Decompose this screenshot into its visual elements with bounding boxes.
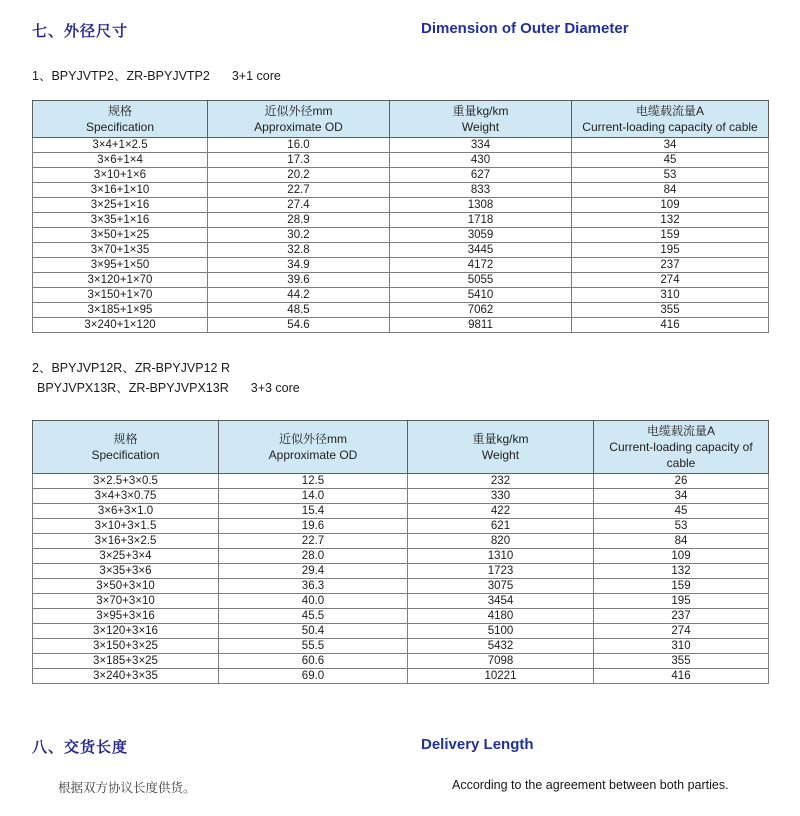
table-cell: 19.6 — [219, 519, 408, 534]
table-cell: 3×240+1×120 — [33, 318, 208, 333]
table-cell: 17.3 — [208, 153, 390, 168]
table-cell: 627 — [390, 168, 572, 183]
table-cell: 15.4 — [219, 504, 408, 519]
table-cell: 3075 — [408, 579, 594, 594]
table-cell: 28.0 — [219, 549, 408, 564]
table-cell: 45.5 — [219, 609, 408, 624]
column-header: 电缆载流量A Current-loading capacity of cable — [594, 421, 769, 474]
table-row — [33, 318, 769, 333]
table-cell: 3×2.5+3×0.5 — [33, 474, 219, 489]
column-header: 近似外径mm Approximate OD — [208, 101, 390, 138]
table-cell: 3×25+3×4 — [33, 549, 219, 564]
table-cell: 3×240+3×35 — [33, 669, 219, 684]
table-cell: 55.5 — [219, 639, 408, 654]
table-row — [33, 198, 769, 213]
table-cell: 355 — [572, 303, 769, 318]
table-row — [33, 303, 769, 318]
table-cell: 237 — [594, 609, 769, 624]
table-cell: 20.2 — [208, 168, 390, 183]
table-cell: 330 — [408, 489, 594, 504]
table-cell: 232 — [408, 474, 594, 489]
group2-line1: 2、BPYJVP12R、ZR-BPYJVP12 R — [32, 361, 230, 375]
table-cell: 159 — [594, 579, 769, 594]
table-cell: 5100 — [408, 624, 594, 639]
table-cell: 48.5 — [208, 303, 390, 318]
table-cell: 195 — [594, 594, 769, 609]
table-cell: 5410 — [390, 288, 572, 303]
group2-core: 3+3 core — [250, 381, 300, 395]
table-row — [33, 639, 769, 654]
table-cell: 45 — [572, 153, 769, 168]
table-cell: 44.2 — [208, 288, 390, 303]
table-cell: 274 — [572, 273, 769, 288]
table-cell: 430 — [390, 153, 572, 168]
table-cell: 3454 — [408, 594, 594, 609]
table-row — [33, 564, 769, 579]
table-cell: 3059 — [390, 228, 572, 243]
table-cell: 45 — [594, 504, 769, 519]
table-row — [33, 273, 769, 288]
table-cell: 3×4+3×0.75 — [33, 489, 219, 504]
table-cell: 3445 — [390, 243, 572, 258]
table-row — [33, 153, 769, 168]
table-row — [33, 168, 769, 183]
table-cell: 621 — [408, 519, 594, 534]
column-header: 规格 Specification — [33, 101, 208, 138]
table-cell: 132 — [572, 213, 769, 228]
table-cell: 84 — [572, 183, 769, 198]
table-cell: 237 — [572, 258, 769, 273]
table-cell: 833 — [390, 183, 572, 198]
table-cell: 422 — [408, 504, 594, 519]
table-cell: 3×4+1×2.5 — [33, 138, 208, 153]
table-cell: 334 — [390, 138, 572, 153]
table-cell: 3×35+1×16 — [33, 213, 208, 228]
table-cell: 3×35+3×6 — [33, 564, 219, 579]
group1-core: 3+1 core — [231, 69, 281, 83]
table-cell: 7098 — [408, 654, 594, 669]
table-cell: 84 — [594, 534, 769, 549]
table-cell: 60.6 — [219, 654, 408, 669]
table-cell: 310 — [594, 639, 769, 654]
table-cell: 3×185+1×95 — [33, 303, 208, 318]
table-cell: 3×10+1×6 — [33, 168, 208, 183]
table-cell: 10221 — [408, 669, 594, 684]
table-cell: 53 — [572, 168, 769, 183]
table-row — [33, 669, 769, 684]
table-row — [33, 609, 769, 624]
table-cell: 34.9 — [208, 258, 390, 273]
section-title-delivery-en: Delivery Length — [421, 736, 534, 753]
table-cell: 3×50+1×25 — [33, 228, 208, 243]
table-cell: 3×6+3×1.0 — [33, 504, 219, 519]
table-cell: 132 — [594, 564, 769, 579]
table-row — [33, 183, 769, 198]
table-cell: 27.4 — [208, 198, 390, 213]
table-cell: 159 — [572, 228, 769, 243]
section-title-outer-diameter-en: Dimension of Outer Diameter — [421, 20, 629, 37]
table-cell: 3×16+3×2.5 — [33, 534, 219, 549]
table-row — [33, 534, 769, 549]
table-cell: 3×120+3×16 — [33, 624, 219, 639]
table-cell: 22.7 — [208, 183, 390, 198]
column-header: 重量kg/km Weight — [390, 101, 572, 138]
table-cell: 3×185+3×25 — [33, 654, 219, 669]
table-row — [33, 258, 769, 273]
table-cell: 50.4 — [219, 624, 408, 639]
table-cell: 3×70+3×10 — [33, 594, 219, 609]
table-header-row — [33, 101, 769, 138]
table-cell: 1723 — [408, 564, 594, 579]
table-cell: 3×150+1×70 — [33, 288, 208, 303]
table-cell: 16.0 — [208, 138, 390, 153]
table-row — [33, 504, 769, 519]
group1-models: 1、BPYJVTP2、ZR-BPYJVTP2 — [32, 69, 210, 83]
table-cell: 28.9 — [208, 213, 390, 228]
table-cell: 14.0 — [219, 489, 408, 504]
table-row — [33, 213, 769, 228]
table-cell: 109 — [572, 198, 769, 213]
table-cell: 4180 — [408, 609, 594, 624]
table-cell: 5432 — [408, 639, 594, 654]
outer-diameter-table-3plus1 — [32, 100, 769, 333]
table-row — [33, 489, 769, 504]
table-cell: 416 — [572, 318, 769, 333]
table-cell: 3×95+1×50 — [33, 258, 208, 273]
table-cell: 3×70+1×35 — [33, 243, 208, 258]
table-cell: 9811 — [390, 318, 572, 333]
table-cell: 34 — [594, 489, 769, 504]
table-cell: 12.5 — [219, 474, 408, 489]
column-header: 规格 Specification — [33, 421, 219, 474]
table-cell: 39.6 — [208, 273, 390, 288]
table-cell: 26 — [594, 474, 769, 489]
table-row — [33, 549, 769, 564]
table-cell: 820 — [408, 534, 594, 549]
table-cell: 36.3 — [219, 579, 408, 594]
column-header: 近似外径mm Approximate OD — [219, 421, 408, 474]
table-cell: 22.7 — [219, 534, 408, 549]
table-cell: 54.6 — [208, 318, 390, 333]
group2-label — [32, 358, 300, 398]
column-header: 电缆载流量A Current-loading capacity of cable — [572, 101, 769, 138]
table-cell: 5055 — [390, 273, 572, 288]
table-cell: 1718 — [390, 213, 572, 228]
table-cell: 3×120+1×70 — [33, 273, 208, 288]
table-cell: 195 — [572, 243, 769, 258]
delivery-text-zh: 根据双方协议长度供货。 — [58, 781, 196, 795]
table-row — [33, 243, 769, 258]
table-row — [33, 624, 769, 639]
table-cell: 1308 — [390, 198, 572, 213]
table-cell: 30.2 — [208, 228, 390, 243]
table-header-row — [33, 421, 769, 474]
table-row — [33, 228, 769, 243]
delivery-text-en: According to the agreement between both parties. — [452, 778, 729, 792]
table-cell: 53 — [594, 519, 769, 534]
table-row — [33, 288, 769, 303]
table-cell: 274 — [594, 624, 769, 639]
table-row — [33, 594, 769, 609]
table-cell: 34 — [572, 138, 769, 153]
table-cell: 4172 — [390, 258, 572, 273]
table-row — [33, 474, 769, 489]
table-cell: 3×16+1×10 — [33, 183, 208, 198]
table-row — [33, 654, 769, 669]
table-cell: 40.0 — [219, 594, 408, 609]
table-cell: 416 — [594, 669, 769, 684]
table-cell: 3×6+1×4 — [33, 153, 208, 168]
table-cell: 3×50+3×10 — [33, 579, 219, 594]
table-cell: 3×150+3×25 — [33, 639, 219, 654]
table-cell: 3×95+3×16 — [33, 609, 219, 624]
table-cell: 109 — [594, 549, 769, 564]
group2-line2-models: BPYJVPX13R、ZR-BPYJVPX13R — [37, 381, 229, 395]
section-title-outer-diameter-zh: 七、外径尺寸 — [32, 23, 129, 40]
table-cell: 32.8 — [208, 243, 390, 258]
table-cell: 3×10+3×1.5 — [33, 519, 219, 534]
table-row — [33, 579, 769, 594]
table-cell: 29.4 — [219, 564, 408, 579]
table-cell: 69.0 — [219, 669, 408, 684]
table-cell: 310 — [572, 288, 769, 303]
table-cell: 355 — [594, 654, 769, 669]
section-title-delivery-zh: 八、交货长度 — [32, 739, 129, 756]
outer-diameter-table-3plus3 — [32, 420, 769, 684]
column-header: 重量kg/km Weight — [408, 421, 594, 474]
table-cell: 7062 — [390, 303, 572, 318]
table-cell: 3×25+1×16 — [33, 198, 208, 213]
table-row — [33, 138, 769, 153]
table-row — [33, 519, 769, 534]
table-cell: 1310 — [408, 549, 594, 564]
group1-label — [32, 66, 281, 84]
